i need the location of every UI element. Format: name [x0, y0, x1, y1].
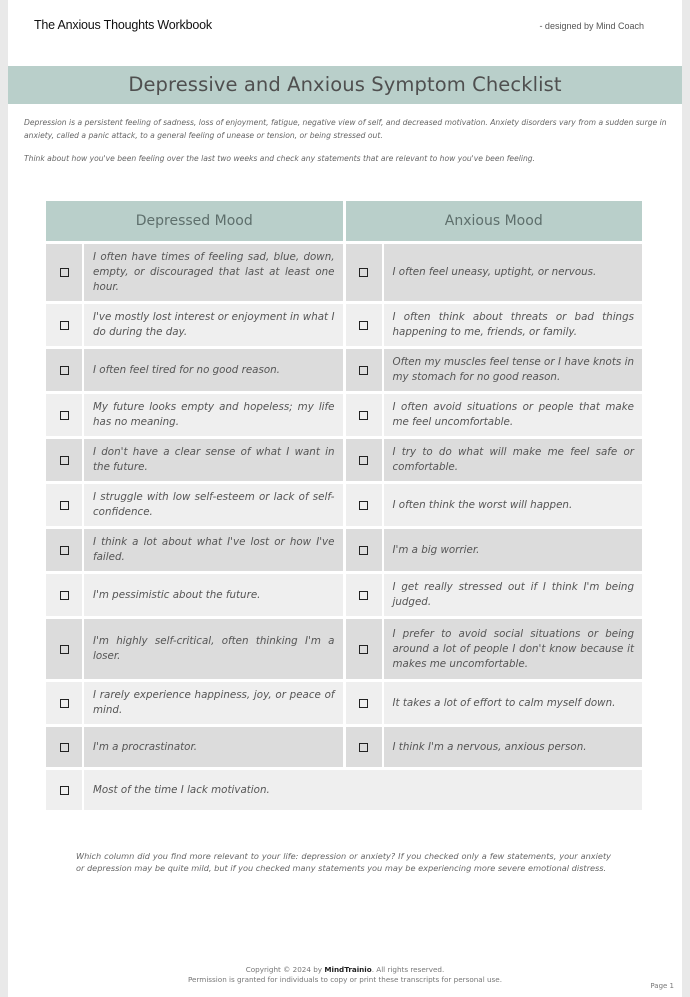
checklist-row [46, 304, 642, 346]
depressed-item [46, 394, 343, 436]
checkbox[interactable] [359, 321, 368, 330]
checkbox-cell[interactable] [346, 244, 382, 301]
checkbox-cell[interactable] [46, 619, 82, 679]
statement-text: I try to do what will make me feel safe or comfortable. [384, 439, 643, 481]
anxious-item [346, 682, 643, 724]
checkbox[interactable] [359, 501, 368, 510]
checkbox-cell[interactable] [46, 304, 82, 346]
depressed-item [46, 619, 343, 679]
checkbox[interactable] [359, 546, 368, 555]
checkbox[interactable] [359, 645, 368, 654]
depressed-item [46, 439, 343, 481]
statement-text: My future looks empty and hopeless; my life has no meaning. [84, 394, 343, 436]
brand-name: MindTrainio [324, 965, 372, 974]
statement-text: I'm highly self-critical, often thinking I'm a loser. [84, 619, 343, 679]
checkbox[interactable] [359, 699, 368, 708]
statement-text: I rarely experience happiness, joy, or peace of mind. [84, 682, 343, 724]
statement-text: I'm a procrastinator. [84, 727, 343, 767]
anxious-item [346, 244, 643, 301]
column-header-depressed: Depressed Mood [46, 201, 343, 241]
statement-text: I often think the worst will happen. [384, 484, 643, 526]
checkbox[interactable] [60, 501, 69, 510]
statement-text: I often think about threats or bad things happening to me, friends, or family. [384, 304, 643, 346]
checkbox[interactable] [60, 456, 69, 465]
checklist-row [46, 394, 642, 436]
checklist-row [46, 244, 642, 301]
statement-text: I think I'm a nervous, anxious person. [384, 727, 643, 767]
checklist-row [46, 349, 642, 391]
checklist-row [46, 484, 642, 526]
checklist-row [46, 682, 642, 724]
checkbox[interactable] [60, 786, 69, 795]
checkbox-cell[interactable] [46, 484, 82, 526]
checkbox-cell[interactable] [46, 244, 82, 301]
statement-text: I'm pessimistic about the future. [84, 574, 343, 616]
closing-question: Which column did you find more relevant to your life: depression or anxiety? If you checked only a few statements, your anxiety or depression may be quite mild, but if you checked many statements you may be experiencing more severe emotional distress. [76, 851, 611, 873]
checkbox-cell[interactable] [46, 574, 82, 616]
statement-text: I don't have a clear sense of what I want in the future. [84, 439, 343, 481]
statement-text: I've mostly lost interest or enjoyment in what I do during the day. [84, 304, 343, 346]
page-left-edge [0, 0, 8, 997]
anxious-item [346, 574, 643, 616]
checkbox[interactable] [60, 699, 69, 708]
checklist-row [46, 770, 642, 810]
checkbox-cell[interactable] [46, 394, 82, 436]
depressed-item [46, 529, 343, 571]
checkbox-cell[interactable] [346, 304, 382, 346]
column-header-anxious: Anxious Mood [346, 201, 643, 241]
checkbox-cell[interactable] [46, 439, 82, 481]
checkbox[interactable] [359, 366, 368, 375]
checklist-header [46, 201, 642, 241]
checkbox-cell[interactable] [346, 529, 382, 571]
workbook-title: The Anxious Thoughts Workbook [34, 18, 212, 32]
checklist-row [46, 619, 642, 679]
checkbox-cell[interactable] [346, 349, 382, 391]
checklist-row [46, 439, 642, 481]
permission-line: Permission is granted for individuals to copy or print these transcripts for personal use. [187, 975, 502, 984]
anxious-item [346, 394, 643, 436]
anxious-item [346, 529, 643, 571]
anxious-item [346, 439, 643, 481]
checkbox-cell[interactable] [46, 529, 82, 571]
checkbox[interactable] [359, 268, 368, 277]
checkbox[interactable] [60, 411, 69, 420]
checklist-rows [46, 244, 642, 810]
page-number: Page 1 [650, 982, 674, 990]
checkbox-cell[interactable] [346, 394, 382, 436]
statement-text: It takes a lot of effort to calm myself down. [384, 682, 643, 724]
checkbox-cell[interactable] [346, 619, 382, 679]
copyright-suffix: . All rights reserved. [371, 965, 445, 974]
checkbox-cell[interactable] [46, 727, 82, 767]
statement-text: I think a lot about what I've lost or how I've failed. [84, 529, 343, 571]
intro-paragraph: Depression is a persistent feeling of sadness, loss of enjoyment, fatigue, negative view of self, and decreased motivation. Anxiety disorders vary from a sudden surge in anxiety, called a panic attack, to a general feeling of unease or tension, or being stressed out. [24, 118, 667, 140]
checkbox[interactable] [359, 743, 368, 752]
checkbox[interactable] [359, 411, 368, 420]
checkbox-cell[interactable] [46, 349, 82, 391]
instruction-paragraph: Think about how you've been feeling over the last two weeks and check any statements that are relevant to how you've been feeling. [24, 154, 536, 163]
checkbox-cell[interactable] [46, 770, 82, 810]
anxious-item [346, 484, 643, 526]
statement-text: I prefer to avoid social situations or being around a lot of people I don't know because it makes me uncomfortable. [384, 619, 643, 679]
anxious-item [346, 727, 643, 767]
statement-text: Most of the time I lack motivation. [84, 770, 642, 810]
anxious-item [346, 349, 643, 391]
page-right-edge [682, 0, 690, 997]
depressed-item [46, 727, 343, 767]
statement-text: I'm a big worrier. [384, 529, 643, 571]
depressed-item [46, 349, 343, 391]
checkbox-cell[interactable] [46, 682, 82, 724]
checklist-row [46, 574, 642, 616]
copyright-prefix: Copyright © 2024 by [245, 965, 323, 974]
checkbox[interactable] [60, 591, 69, 600]
statement-text: Often my muscles feel tense or I have knots in my stomach for no good reason. [384, 349, 643, 391]
statement-text: I often avoid situations or people that make me feel uncomfortable. [384, 394, 643, 436]
depressed-item [46, 484, 343, 526]
checkbox-cell[interactable] [346, 574, 382, 616]
depressed-item [46, 574, 343, 616]
footer [0, 965, 690, 985]
statement-text: I get really stressed out if I think I'm being judged. [384, 574, 643, 616]
depressed-item [46, 770, 642, 810]
checkbox-cell[interactable] [346, 727, 382, 767]
depressed-item [46, 244, 343, 301]
checklist-row [46, 529, 642, 571]
checkbox[interactable] [359, 591, 368, 600]
checkbox[interactable] [60, 645, 69, 654]
statement-text: I often have times of feeling sad, blue, down, empty, or discouraged that last at least one hour. [84, 244, 343, 301]
anxious-item [346, 304, 643, 346]
checkbox[interactable] [359, 456, 368, 465]
copyright-line [0, 965, 690, 975]
checkbox[interactable] [60, 743, 69, 752]
statement-text: I struggle with low self-esteem or lack of self-confidence. [84, 484, 343, 526]
checkbox-cell[interactable] [346, 682, 382, 724]
checkbox[interactable] [60, 321, 69, 330]
checkbox[interactable] [60, 546, 69, 555]
page-title: Depressive and Anxious Symptom Checklist [128, 73, 562, 96]
statement-text: I often feel uneasy, uptight, or nervous. [384, 244, 643, 301]
checkbox-cell[interactable] [346, 439, 382, 481]
checkbox[interactable] [60, 366, 69, 375]
designer-credit: - designed by Mind Coach [539, 21, 644, 31]
statement-text: I often feel tired for no good reason. [84, 349, 343, 391]
depressed-item [46, 304, 343, 346]
depressed-item [46, 682, 343, 724]
checkbox[interactable] [60, 268, 69, 277]
anxious-item [346, 619, 643, 679]
symptom-checklist [46, 201, 642, 813]
checkbox-cell[interactable] [346, 484, 382, 526]
checklist-row [46, 727, 642, 767]
